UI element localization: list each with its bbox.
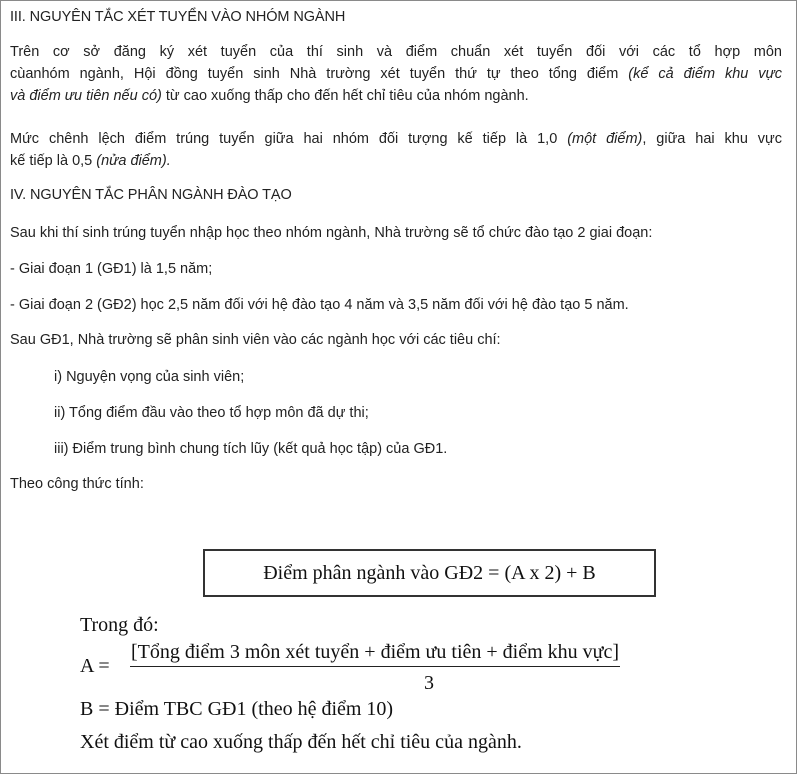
p2-line-2: kế tiếp là 0,5 (nửa điểm). <box>10 153 171 169</box>
formula-boxed-text: Điểm phân ngành vào GĐ2 = (A x 2) + B <box>263 561 596 584</box>
b-definition: B = Điểm TBC GĐ1 (theo hệ điểm 10) <box>80 698 394 720</box>
a-denominator: 3 <box>424 672 434 694</box>
criterion-3: iii) Điểm trung bình chung tích lũy (kết quả học tập) của GĐ1. <box>54 441 448 457</box>
criteria-intro: Sau GĐ1, Nhà trường sẽ phân sinh viên vào các ngành học với các tiêu chí: <box>10 332 501 348</box>
formula-box <box>203 549 656 597</box>
p1-line-1: Trên cơ sở đăng ký xét tuyển của thí sinh và điểm chuẩn xét tuyển đối với các tổ hợp môn <box>10 44 782 60</box>
section-3-paragraph-2 <box>10 128 782 172</box>
stage-2: - Giai đoạn 2 (GĐ2) học 2,5 năm đối với hệ đào tạo 4 năm và 3,5 năm đối với hệ đào tạo 5 năm. <box>10 297 629 313</box>
formula-where: Trong đó: <box>80 614 159 636</box>
a-numerator: [Tổng điểm 3 môn xét tuyển + điểm ưu tiên + điểm khu vực] <box>130 641 620 667</box>
section-3-paragraph-1 <box>10 41 782 107</box>
formula-intro: Theo công thức tính: <box>10 476 144 492</box>
a-label: A = <box>80 655 110 677</box>
section-3-heading: III. NGUYÊN TẮC XÉT TUYỂN VÀO NHÓM NGÀNH <box>10 9 346 25</box>
stage-1: - Giai đoạn 1 (GĐ1) là 1,5 năm; <box>10 261 213 277</box>
criterion-2: ii) Tổng điểm đầu vào theo tổ hợp môn đã dự thi; <box>54 405 369 421</box>
p1-line-3: và điểm ưu tiên nếu có) từ cao xuống thấp cho đến hết chỉ tiêu của nhóm ngành. <box>10 88 529 104</box>
section-4-heading: IV. NGUYÊN TẮC PHÂN NGÀNH ĐÀO TẠO <box>10 187 292 203</box>
section-4-intro: Sau khi thí sinh trúng tuyển nhập học theo nhóm ngành, Nhà trường sẽ tổ chức đào tạo 2 giai đoạn: <box>10 225 653 241</box>
criterion-1: i) Nguyện vọng của sinh viên; <box>54 369 245 385</box>
p1-line-2: cùanhóm ngành, Hội đồng tuyển sinh Nhà trường xét tuyển thứ tự theo tổng điểm (kể cả điểm khu vực <box>10 66 782 82</box>
formula-note: Xét điểm từ cao xuống thấp đến hết chỉ tiêu của ngành. <box>80 731 522 753</box>
p2-line-1: Mức chênh lệch điểm trúng tuyển giữa hai nhóm đối tượng kế tiếp là 1,0 (một điểm), giữa hai khu vực <box>10 131 782 147</box>
